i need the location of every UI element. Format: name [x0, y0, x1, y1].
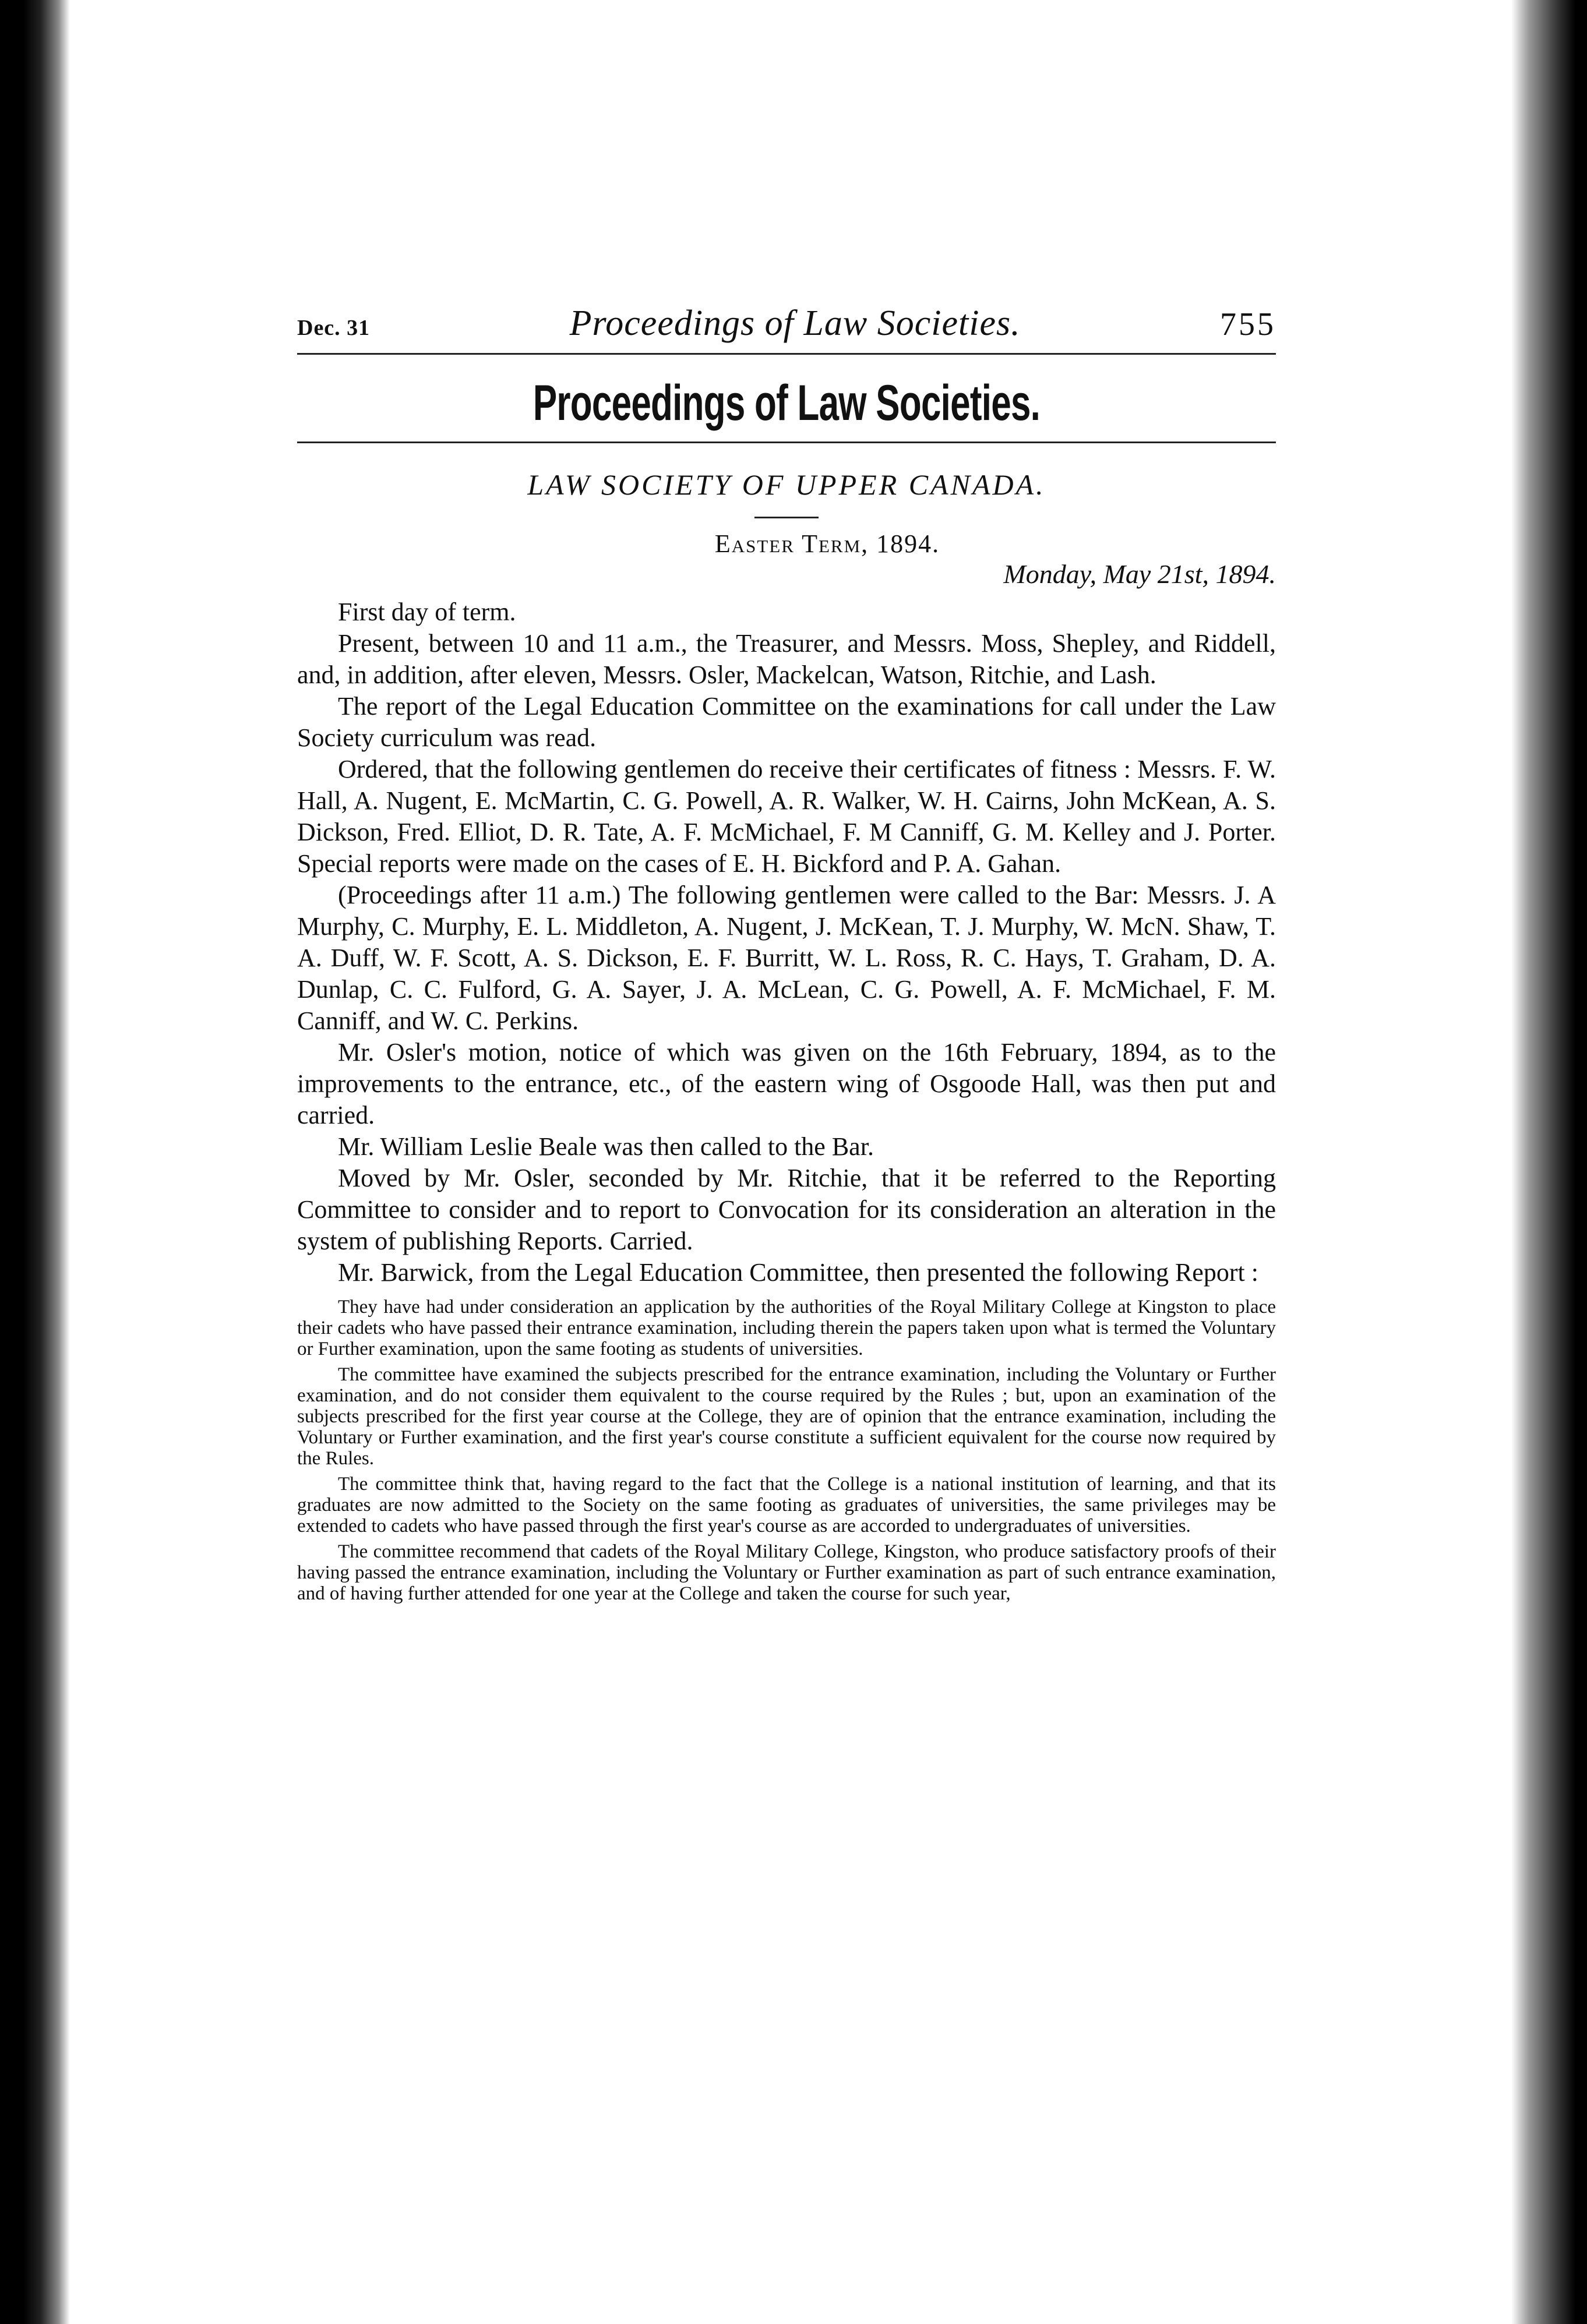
scan-left-edge — [0, 0, 70, 2324]
title-rule — [297, 442, 1276, 443]
running-head-date: Dec. 31 — [297, 316, 371, 340]
term-heading: Easter Term, 1894. — [714, 529, 940, 558]
paragraph: (Proceedings after 11 a.m.) The following gentlemen were called to the Bar: Messrs. J. A Murphy, C. Murphy, E. L. Middleton, A. Nugent, J. McKean, T. J. Murphy, W. McN. Shaw, T. A. Duff, W. F. Scott, A. S. Dickson, E. F. Burritt, W. L. Ross, R. C. Hays, T. Graham, D. A. Dunlap, C. C. Fulford, G. A. Sayer, J. A. McLean, C. G. Powell, A. F. McMichael, F. M. Canniff, and W. C. Perkins. — [297, 880, 1276, 1035]
paragraph: Mr. Osler's motion, notice of which was given on the 16th February, 1894, as to the improvements to the entrance, etc., of the eastern wing of Osgoode Hall, was then put and carried. — [297, 1037, 1276, 1129]
report-paragraph: They have had under consideration an application by the authorities of the Royal Military College at Kingston to place their cadets who have passed their entrance examination, including therein the papers taken upon what is termed the Voluntary or Further examination, upon the same footing as students of universities. — [297, 1296, 1276, 1359]
running-head-title: Proceedings of Law Societies. — [569, 303, 1021, 343]
report-paragraph: The committee have examined the subjects prescribed for the entrance examination, including the Voluntary or Further examination, and do not consider them equivalent to the course required by the Rules ; but, upon an examination of the subjects prescribed for the first year course at the College, they are of opinion that the entrance examination, including the Voluntary or Further examination, and the first year's course constitute a sufficient equivalent for the course now required by the Rules. — [297, 1364, 1276, 1469]
paragraph: First day of term. — [338, 597, 516, 626]
paragraph: Moved by Mr. Osler, seconded by Mr. Ritchie, that it be referred to the Reporting Committee to consider and to report to Convocation for its consideration an alteration in the system of publishing Reports. Carried. — [297, 1163, 1276, 1255]
scan-right-edge — [1511, 0, 1587, 2324]
running-head — [297, 303, 1276, 355]
paragraph: The report of the Legal Education Committee on the examinations for call under the Law Society curriculum was read. — [297, 691, 1276, 752]
paragraph: Present, between 10 and 11 a.m., the Treasurer, and Messrs. Moss, Shepley, and Riddell, and, in addition, after eleven, Messrs. Osler, Mackelcan, Watson, Ritchie, and Lash. — [297, 628, 1276, 689]
page-number: 755 — [1220, 306, 1276, 342]
paragraph: Mr. William Leslie Beale was then called to the Bar. — [338, 1132, 874, 1161]
page-content — [297, 303, 1276, 1604]
paragraph: Ordered, that the following gentlemen do receive their certificates of fitness : Messrs. F. W. Hall, A. Nugent, E. McMartin, C. G. Powell, A. R. Walker, W. H. Cairns, John McKean, A. S. Dickson, Fred. Elliot, D. R. Tate, A. F. McMichael, F. M Canniff, G. M. Kelley and J. Porter. Special reports were made on the cases of E. H. Bickford and P. A. Gahan. — [297, 754, 1276, 878]
section-title: Proceedings of Law Societies. — [532, 375, 1041, 431]
short-divider — [754, 517, 819, 518]
report-paragraph: The committee recommend that cadets of the Royal Military College, Kingston, who produce satisfactory proofs of their having passed the entrance examination, including the Voluntary or Further examination as part of such entrance examination, and of having further attended for one year at the College and taken the course for such year, — [297, 1541, 1276, 1604]
report-paragraph: The committee think that, having regard to the fact that the College is a national institution of learning, and that its graduates are now admitted to the Society on the same footing as graduates of universities, the same privileges may be extended to cadets who have passed through the first year's course as are accorded to undergraduates of universities. — [297, 1473, 1276, 1537]
society-heading: LAW SOCIETY OF UPPER CANADA. — [527, 468, 1046, 501]
date-line: Monday, May 21st, 1894. — [1003, 559, 1276, 589]
paragraph: Mr. Barwick, from the Legal Education Committee, then presented the following Report : — [338, 1258, 1258, 1287]
